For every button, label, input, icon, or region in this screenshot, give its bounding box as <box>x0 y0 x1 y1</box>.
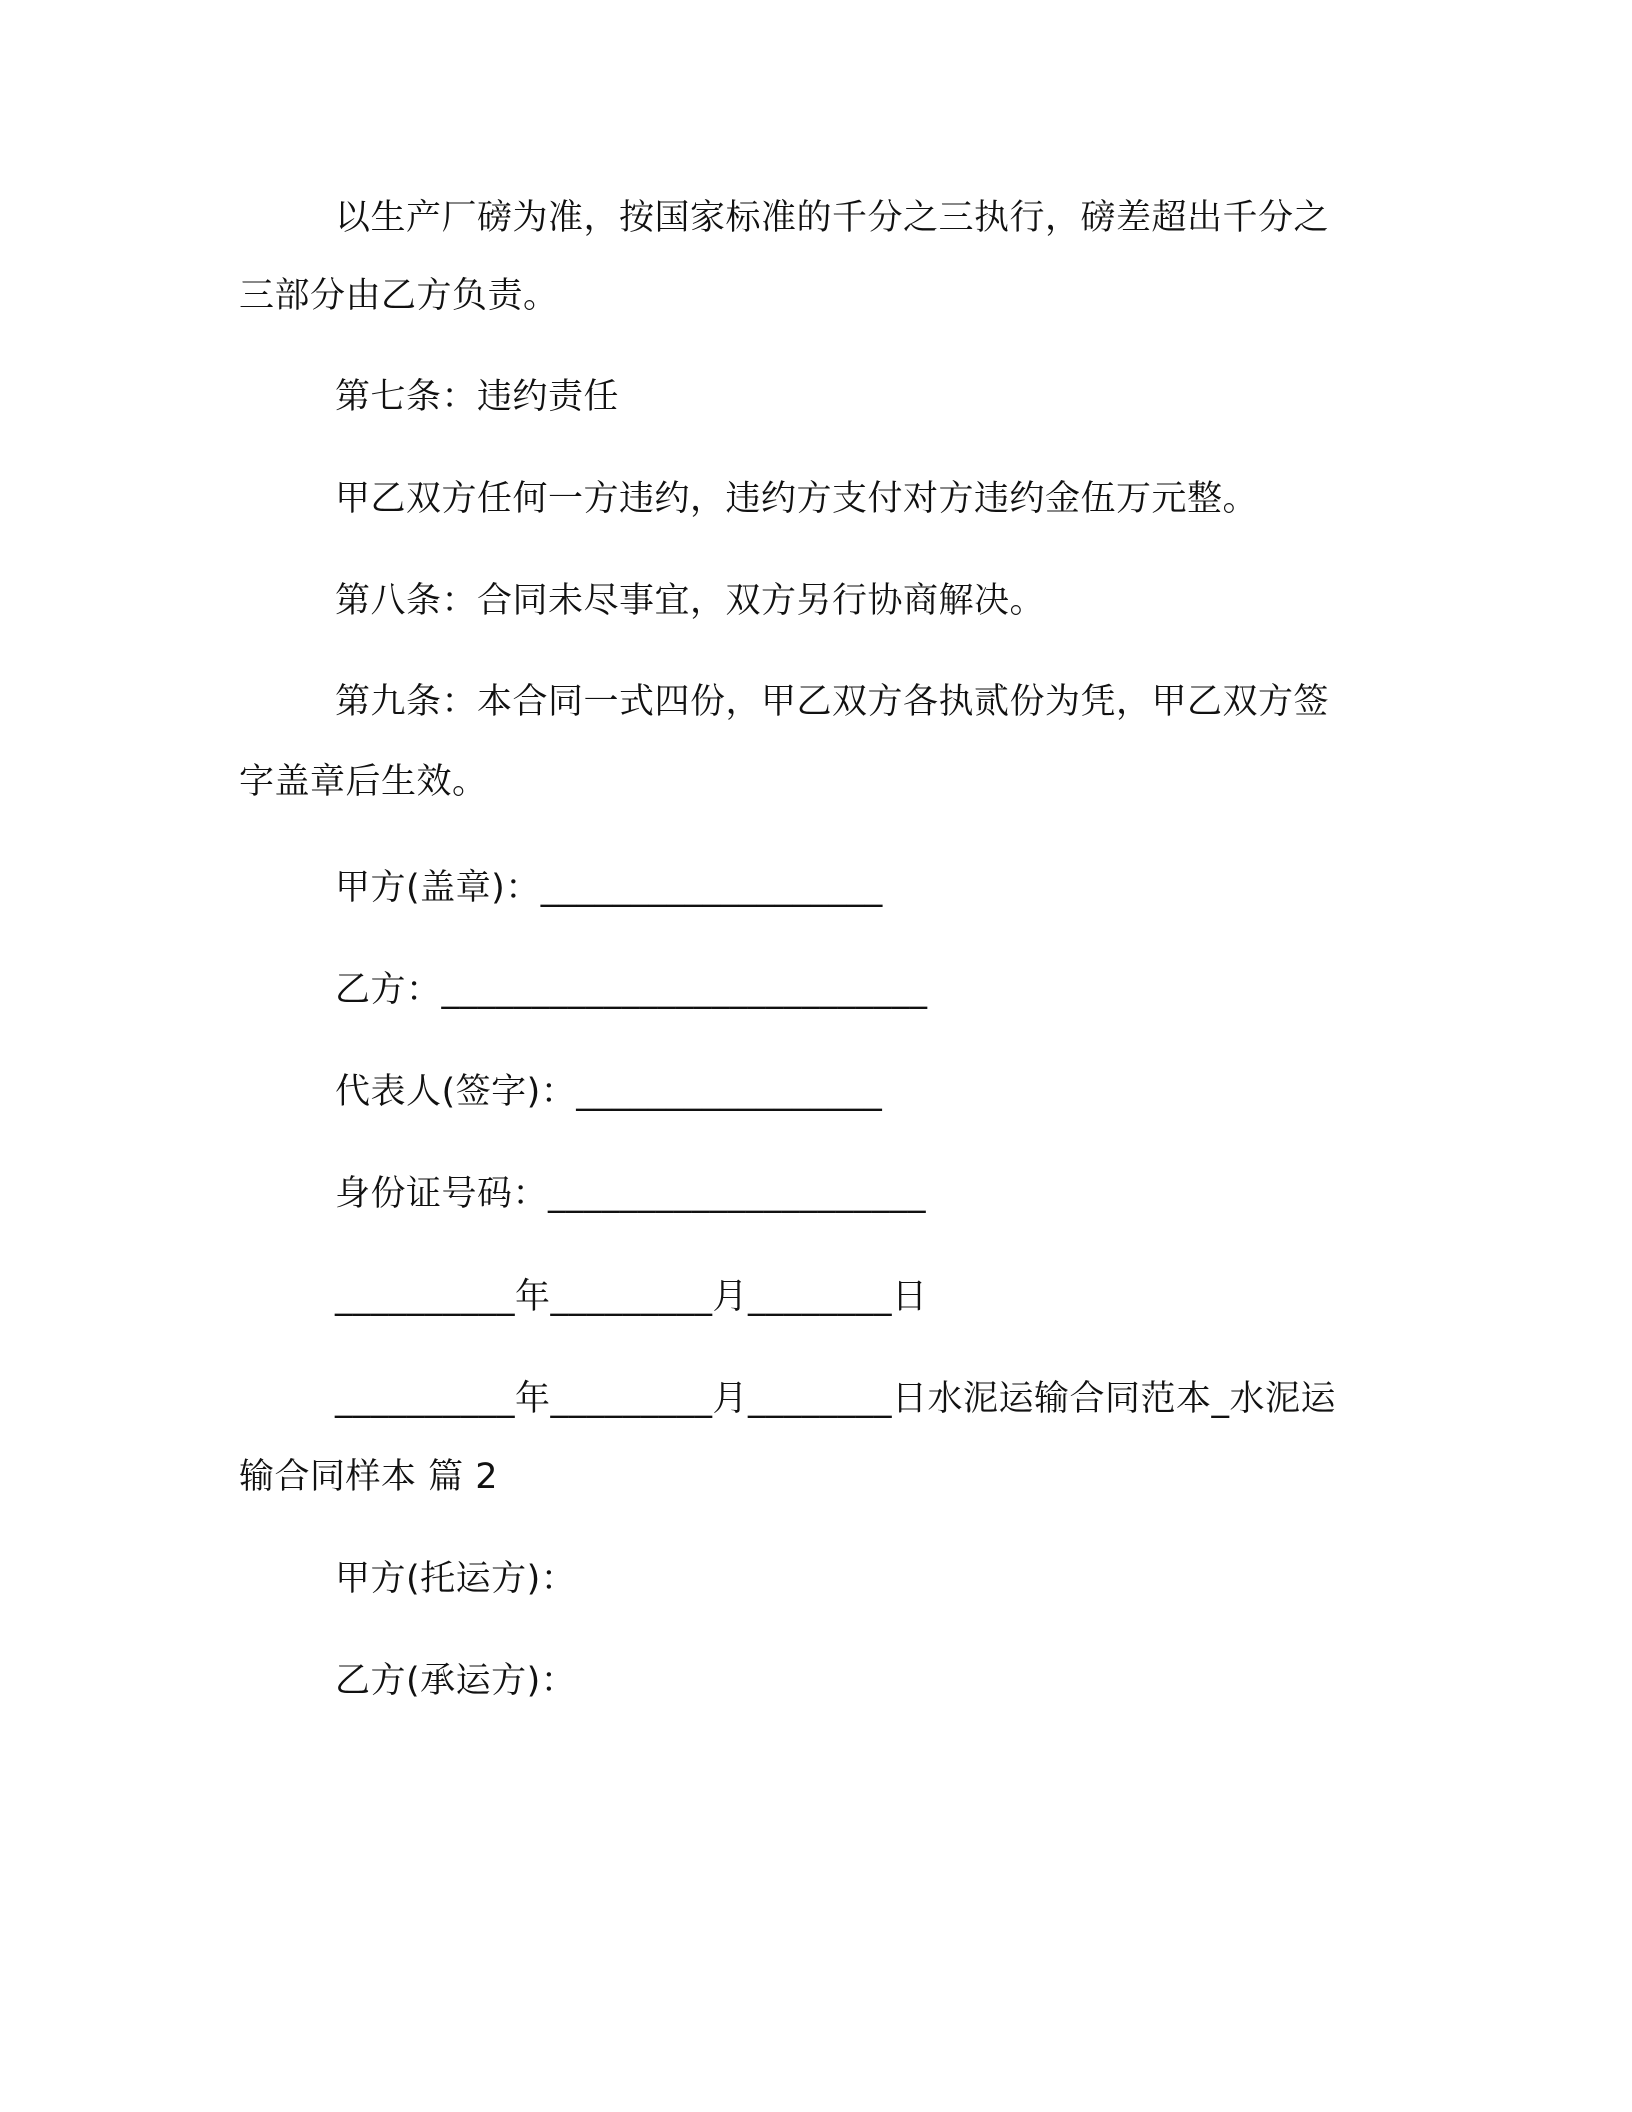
article-7-body: 甲乙双方任何一方违约，违约方支付对方违约金伍万元整。 <box>335 479 1259 519</box>
next-section-title-line-1: __________年_________月________日水泥运输合同范本_水泥运 <box>335 1379 1337 1419</box>
article-8: 第八条：合同未尽事宜，双方另行协商解决。 <box>335 581 1046 621</box>
article-9-line-1: 第九条：本合同一式四份，甲乙双方各执贰份为凭，甲乙双方签 <box>335 682 1330 722</box>
paragraph-weighing-line-1: 以生产厂磅为准，按国家标准的千分之三执行，磅差超出千分之 <box>335 198 1330 238</box>
next-section-title-line-2: 输合同样本 篇 2 <box>239 1457 499 1497</box>
party-b-signature-line: 乙方：___________________________ <box>335 970 928 1010</box>
representative-signature-line: 代表人(签字)：_________________ <box>335 1072 883 1112</box>
date-line: __________年_________月________日 <box>335 1277 928 1317</box>
carrier-party-line: 乙方(承运方)： <box>335 1661 577 1701</box>
article-7-heading: 第七条：违约责任 <box>335 377 620 417</box>
id-number-line: 身份证号码：_____________________ <box>335 1174 927 1214</box>
article-9-line-2: 字盖章后生效。 <box>239 762 488 802</box>
party-a-signature-line: 甲方(盖章)：___________________ <box>335 868 883 908</box>
paragraph-weighing-line-2: 三部分由乙方负责。 <box>239 276 559 316</box>
consignor-party-line: 甲方(托运方)： <box>335 1559 577 1599</box>
